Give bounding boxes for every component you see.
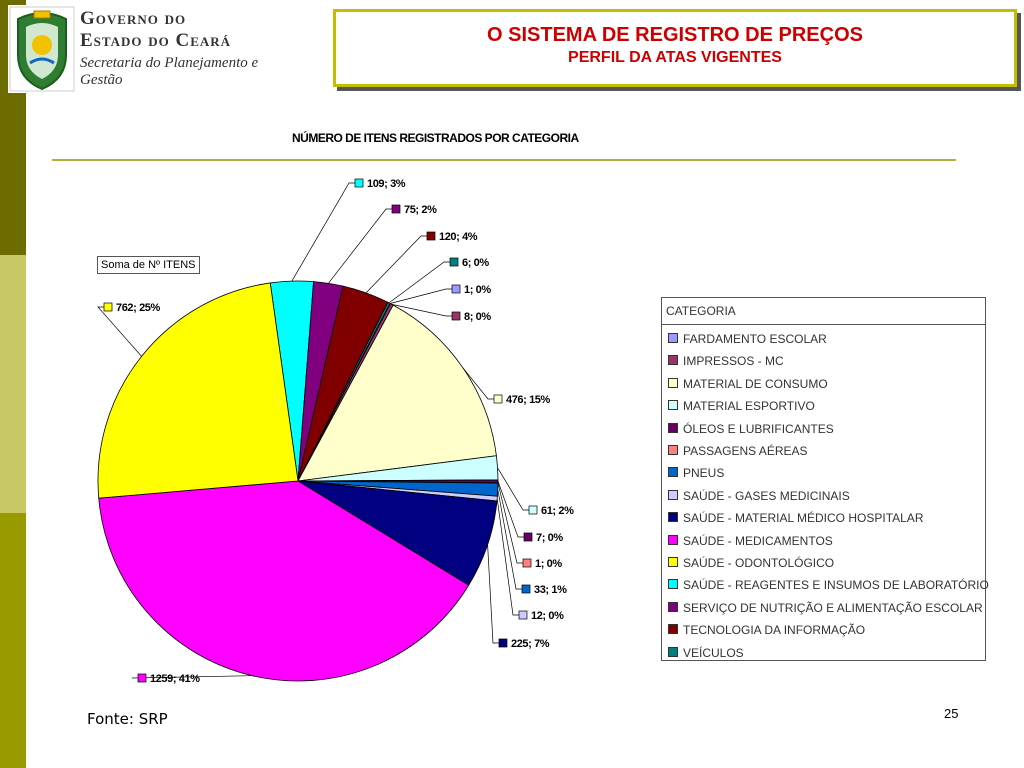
data-label: 109; 3% [367,178,406,190]
data-label-swatch [104,303,112,311]
data-label: 476; 15% [506,394,550,406]
legend-swatch [668,579,678,589]
legend-label: IMPRESSOS - MC [683,354,784,369]
data-label: 1; 0% [464,284,491,296]
legend-item [668,534,833,548]
data-label: 6; 0% [462,257,489,269]
data-label-swatch [427,232,435,240]
legend-swatch [668,333,678,343]
legend-label: ÓLEOS E LUBRIFICANTES [683,421,834,436]
data-label: 1259; 41% [150,673,200,685]
pie-slice [98,283,298,498]
legend-swatch [668,423,678,433]
source-note: Fonte: SRP [87,710,168,728]
data-label: 33; 1% [534,584,567,596]
legend-item [668,332,827,346]
leader-line [366,236,427,293]
legend-item [668,354,784,368]
legend-item [668,422,834,436]
data-label-swatch [529,506,537,514]
leader-line [498,468,529,510]
leader-line [328,209,392,283]
legend-swatch [668,445,678,455]
data-label-swatch [452,312,460,320]
data-label-swatch [524,533,532,541]
org-line-1: Governo do [80,8,187,29]
legend-label: SAÚDE - GASES MEDICINAIS [683,488,850,503]
legend-label: SAÚDE - ODONTOLÓGICO [683,556,835,570]
legend-item [668,578,989,592]
data-label-swatch [522,585,530,593]
legend-label: MATERIAL DE CONSUMO [683,376,828,391]
legend-label: VEÍCULOS [683,645,744,660]
data-label-swatch [138,674,146,682]
data-label-swatch [499,639,507,647]
data-label: 75; 2% [404,204,437,216]
leader-line [292,183,355,281]
legend-swatch [668,535,678,545]
page-number: 25 [944,706,959,721]
org-line-2: Estado do Ceará [80,30,232,51]
legend-label: SERVIÇO DE NUTRIÇÃO E ALIMENTAÇÃO ESCOLAR [683,600,983,615]
data-label-swatch [392,205,400,213]
legend-item [668,466,724,480]
data-label-swatch [519,611,527,619]
legend-swatch [668,378,678,388]
legend-swatch [668,467,678,477]
data-label-swatch [355,179,363,187]
leader-line [498,483,523,563]
legend-item [668,489,850,503]
legend-label: SAÚDE - REAGENTES E INSUMOS DE LABORATÓRIO [683,578,989,593]
data-label-swatch [450,258,458,266]
slide-title: O SISTEMA DE REGISTRO DE PREÇOS [487,24,863,46]
data-label: 1; 0% [535,558,562,570]
data-label-swatch [523,559,531,567]
legend-title: CATEGORIA [662,298,985,325]
data-label: 120; 4% [439,231,478,243]
legend-item [668,601,983,615]
legend-item [668,556,834,570]
legend-item [668,646,744,660]
chart-title: NÚMERO DE ITENS REGISTRADOS POR CATEGORIA [292,131,579,145]
data-label: 225; 7% [511,638,550,650]
leader-line [98,307,142,356]
data-label: 8; 0% [464,311,491,323]
legend-item [668,444,808,458]
data-label: 12; 0% [531,610,564,622]
org-line-3: Secretaria do Planejamento e Gestão [80,55,259,88]
legend-label: TECNOLOGIA DA INFORMAÇÃO [683,623,866,638]
chart-legend [661,297,989,661]
data-label: 7; 0% [536,532,563,544]
legend-label: MATERIAL ESPORTIVO [683,399,815,414]
legend-label: FARDAMENTO ESCOLAR [683,332,827,346]
data-label-swatch [452,285,460,293]
legend-swatch [668,490,678,500]
legend-label: SAÚDE - MEDICAMENTOS [683,533,833,548]
legend-swatch [668,647,678,657]
data-label: 61; 2% [541,505,574,517]
leader-line [390,289,452,304]
slide-subtitle: PERFIL DA ATAS VIGENTES [568,49,782,66]
data-label: 762; 25% [116,302,160,314]
legend-swatch [668,400,678,410]
legend-label: SAÚDE - MATERIAL MÉDICO HOSPITALAR [683,511,924,526]
legend-swatch [668,602,678,612]
legend-item [668,511,923,525]
legend-item [668,623,865,637]
legend-item [668,377,828,391]
legend-label: PASSAGENS AÉREAS [683,444,808,458]
pivot-field-label: Soma de Nº ITENS [97,256,200,274]
leader-line [498,490,522,589]
leader-line [488,545,499,643]
legend-label: PNEUS [683,466,725,481]
legend-swatch [668,512,678,522]
legend-swatch [668,557,678,567]
data-label-swatch [494,395,502,403]
legend-swatch [668,355,678,365]
leader-line [389,262,450,303]
legend-swatch [668,624,678,634]
legend-item [668,399,815,413]
